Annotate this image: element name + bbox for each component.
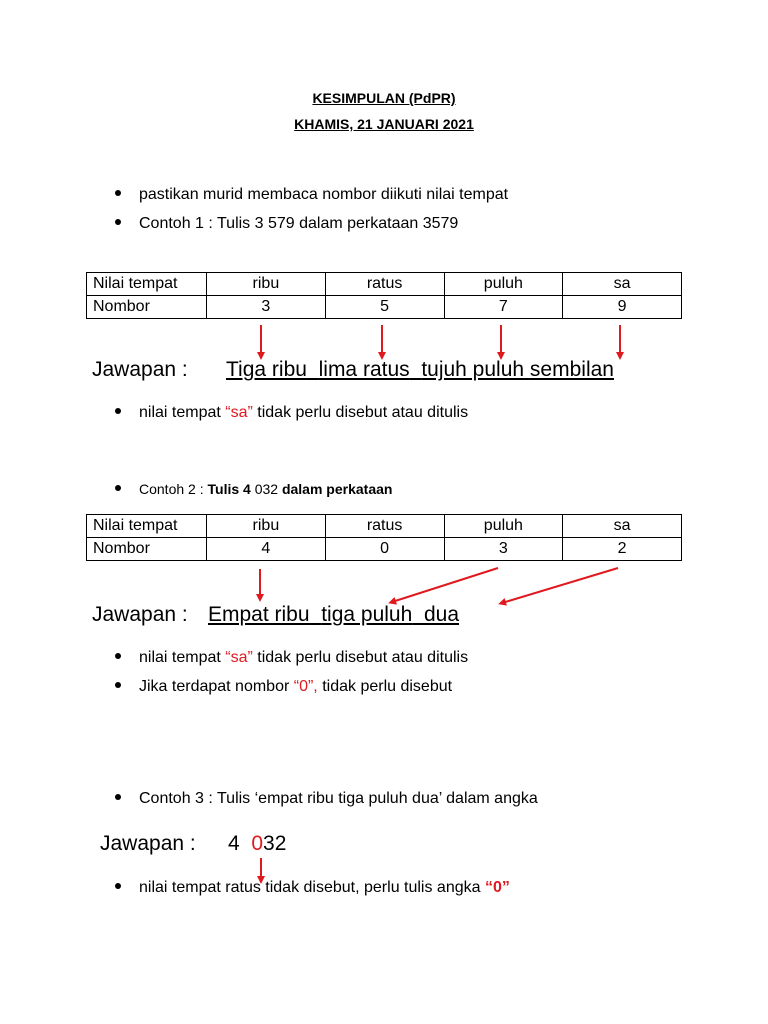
bullet-example-1: Contoh 1 : Tulis 3 579 dalam perkataan 3579 <box>115 215 458 233</box>
arrow-puluh-2 <box>392 568 498 602</box>
answer-text-2: Empat ribu tiga puluh dua <box>208 603 460 626</box>
table-cell: 3 <box>207 296 326 319</box>
row-label: Nombor <box>87 296 207 319</box>
page-date: KHAMIS, 21 JANUARI 2021 <box>294 116 474 132</box>
table-cell: 7 <box>444 296 563 319</box>
answer-label-3: Jawapan : <box>100 832 196 855</box>
column-header: ratus <box>325 515 444 538</box>
answer-label-1: Jawapan : <box>92 358 188 381</box>
bullet-example-2: Contoh 2 : Tulis 4 032 dalam perkataan <box>115 481 392 497</box>
table-cell: 2 <box>563 538 682 561</box>
row-label: Nombor <box>87 538 207 561</box>
bullet-note-zero: Jika terdapat nombor “0”, tidak perlu disebut <box>115 678 452 696</box>
column-header: puluh <box>444 515 563 538</box>
table-cell: 4 <box>207 538 326 561</box>
page-title: KESIMPULAN (PdPR) <box>312 90 456 106</box>
row-label: Nilai tempat <box>87 515 207 538</box>
column-header: ribu <box>207 515 326 538</box>
table-cell: 5 <box>325 296 444 319</box>
column-header: sa <box>563 273 682 296</box>
row-label: Nilai tempat <box>87 273 207 296</box>
column-header: puluh <box>444 273 563 296</box>
bullet-reading-tip: pastikan murid membaca nombor diikuti nilai tempat <box>115 186 508 204</box>
bullet-example-3: Contoh 3 : Tulis ‘empat ribu tiga puluh dua’ dalam angka <box>115 790 538 808</box>
column-header: ribu <box>207 273 326 296</box>
bullet-note-sa-2: nilai tempat “sa” tidak perlu disebut atau ditulis <box>115 649 468 667</box>
bullet-note-sa-1: nilai tempat “sa” tidak perlu disebut atau ditulis <box>115 404 468 422</box>
column-header: ratus <box>325 273 444 296</box>
table-cell: 3 <box>444 538 563 561</box>
table-cell: 9 <box>563 296 682 319</box>
column-header: sa <box>563 515 682 538</box>
table-cell: 0 <box>325 538 444 561</box>
answer-text-1: Tiga ribu lima ratus tujuh puluh sembilan <box>226 358 614 381</box>
arrow-sa-2 <box>502 568 618 603</box>
answer-label-2: Jawapan : <box>92 603 188 626</box>
answer-number-3: 4 032 <box>228 832 287 855</box>
bullet-note-ratus: nilai tempat ratus tidak disebut, perlu tulis angka “0” <box>115 879 510 897</box>
